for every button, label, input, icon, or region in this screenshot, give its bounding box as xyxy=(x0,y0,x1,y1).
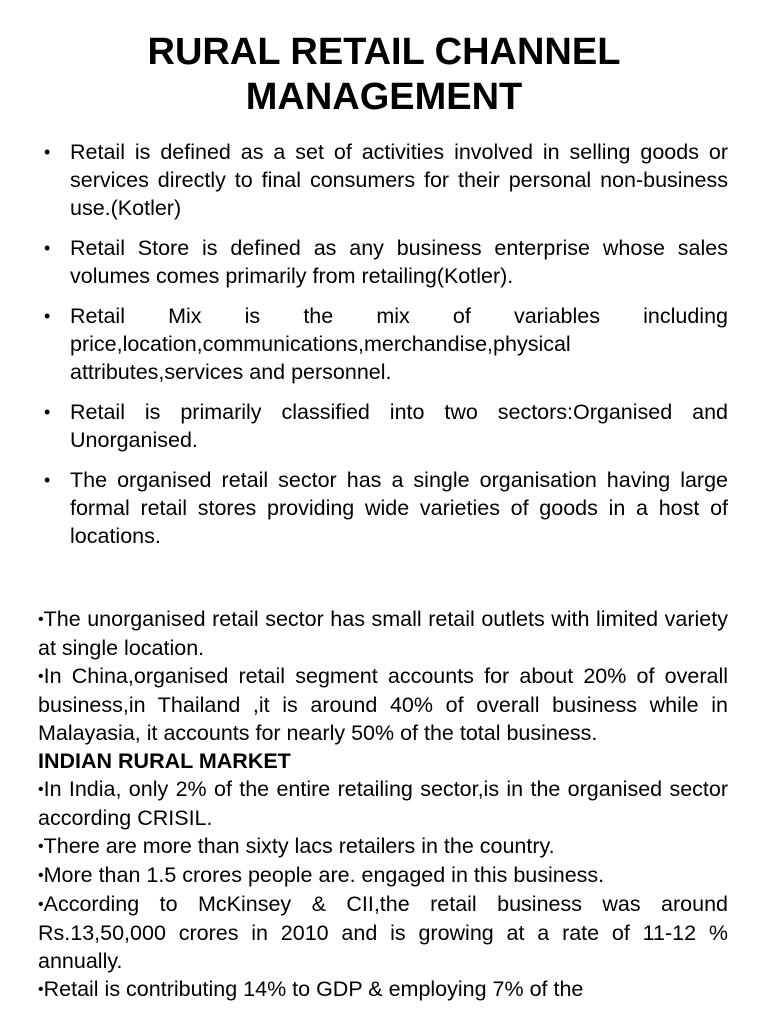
paragraph-text: In India, only 2% of the entire retailing sector,is in the organised sector according CRISIL. xyxy=(38,777,728,830)
bullet-item xyxy=(0,234,768,290)
bullet-dot-icon: • xyxy=(44,402,51,422)
bullet-dot-icon: • xyxy=(44,470,51,490)
bullet-text: Retail is defined as a set of activities involved in selling goods or services directly to final consumers for their personal non-business use.(Kotler) xyxy=(70,140,728,220)
title-line-1: RURAL RETAIL CHANNEL xyxy=(147,31,621,73)
paragraph-text: More than 1.5 crores people are. engaged in this business. xyxy=(43,863,605,887)
bullet-item xyxy=(0,466,768,550)
bullet-dot-icon: • xyxy=(38,867,44,884)
paragraph-text: The unorganised retail sector has small retail outlets with limited variety at single location. xyxy=(38,607,728,660)
page-title xyxy=(0,30,768,120)
bullet-dot-icon: • xyxy=(44,238,51,258)
bullet-text: The organised retail sector has a single organisation having large formal retail stores providing wide varieties of goods in a host of locations. xyxy=(70,468,728,548)
bullet-text: Retail Store is defined as any business enterprise whose sales volumes comes primarily from retailing(Kotler). xyxy=(70,236,728,288)
definition-bullet-list xyxy=(0,138,768,562)
retail-sector-section xyxy=(38,605,728,1004)
paragraph-item xyxy=(38,890,728,975)
paragraph-item xyxy=(38,662,728,747)
bullet-dot-icon: • xyxy=(38,838,44,855)
paragraph-item xyxy=(38,775,728,832)
paragraph-text: In China,organised retail segment accounts for about 20% of overall business,in Thailand ,it is around 40% of overall business while in Malayasia, it accounts for nearly 50% of the total business. xyxy=(38,664,728,745)
bullet-dot-icon: • xyxy=(44,142,51,162)
bullet-dot-icon: • xyxy=(38,781,44,798)
paragraph-text: Retail is contributing 14% to GDP & employing 7% of the xyxy=(43,977,584,1001)
paragraph-text: There are more than sixty lacs retailers in the country. xyxy=(43,834,555,858)
paragraph-item xyxy=(38,605,728,662)
bullet-dot-icon: • xyxy=(38,611,44,628)
bullet-dot-icon: • xyxy=(38,668,44,685)
section-heading: INDIAN RURAL MARKET xyxy=(38,749,291,773)
paragraph-item xyxy=(38,861,728,890)
bullet-dot-icon: • xyxy=(38,981,44,998)
bullet-text: Retail is primarily classified into two sectors:Organised and Unorganised. xyxy=(70,400,728,452)
bullet-item xyxy=(0,138,768,222)
bullet-dot-icon: • xyxy=(44,306,51,326)
paragraph-item xyxy=(38,832,728,861)
paragraph-item xyxy=(38,975,728,1004)
bullet-item xyxy=(0,398,768,454)
paragraph-text: According to McKinsey & CII,the retail business was around Rs.13,50,000 crores in 2010 and is growing at a rate of 11-12 % annually. xyxy=(38,892,728,973)
bullet-text: Retail Mix is the mix of variables including price,location,communications,merchandise,physical attributes,services and personnel. xyxy=(70,304,728,384)
bullet-dot-icon: • xyxy=(38,896,44,913)
title-line-2: MANAGEMENT xyxy=(245,76,523,118)
bullet-item xyxy=(0,302,768,386)
